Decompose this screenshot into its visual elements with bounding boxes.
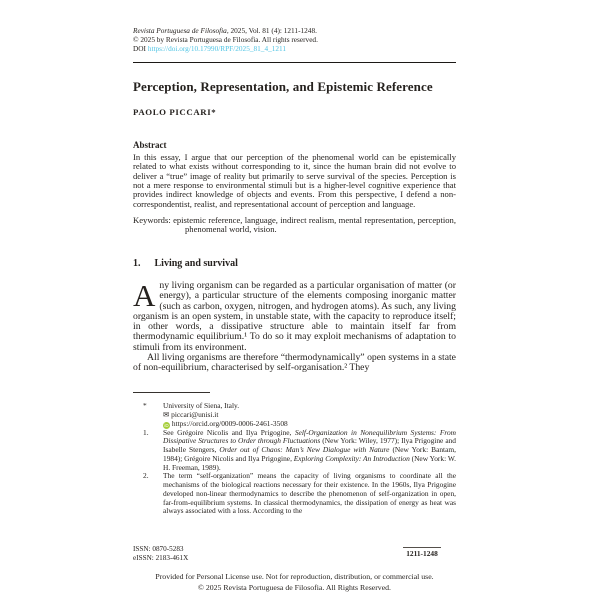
footnote-1-seg3: (New York: Wiley, 1977); Ilya Prigogine and Isabelle Stengers, (163, 436, 456, 454)
footnote-1-seg1: See Grégoire Nicolis and Ilya Prigogine, (163, 427, 295, 437)
keywords-label: Keywords: (133, 215, 171, 225)
footnote-2-number: 2. (143, 471, 149, 481)
orcid-icon: iD (164, 422, 169, 428)
footnote-1-title2: Order out of Chaos: Man’s New Dialogue with Nature (219, 445, 390, 454)
section-heading (133, 258, 456, 269)
footnote-1-text (163, 429, 456, 473)
author-name: PAOLO PICCARI* (133, 107, 217, 117)
page-range-number: 1211-1248 (406, 549, 438, 558)
affiliation-content (163, 402, 456, 429)
journal-name: Revista Portuguesa de Filosofia, (133, 26, 229, 35)
body-paragraph-2: All living organisms are therefore “thermodynamically” open systems in a state of non-equilibrium, characterised by self-organisation.² They (133, 351, 456, 373)
license-note (133, 571, 456, 593)
doi-line (133, 44, 456, 53)
email-link[interactable]: piccari@unisi.it (171, 409, 219, 419)
footnote-1-seg7: (New York: W. H. Freeman, 1989). (163, 453, 456, 472)
footnotes-block (133, 402, 456, 516)
abstract-heading: Abstract (133, 140, 167, 150)
footnote-1 (133, 429, 456, 473)
footnote-divider (133, 392, 210, 393)
section-number: 1. (133, 258, 141, 269)
email-icon: ✉ (163, 409, 170, 419)
footnote-1-title1: Self-Organization in Nonequilibrium Systems: From Dissipative Structures to Order through Fluctuations (163, 427, 456, 446)
footnote-2-text: The term “self-organization” means the capacity of living organisms to coordinate all the mechanisms of the biological reactions necessary for their existence. In the 1960s, Ilya Prigogine developed non-linear thermodynamics to describe the phenomenon of self-organization in open, far-from-equilibrium systems. In classical thermodynamics, the dissipation of energy as heat was always associated with a loss. According to the (163, 471, 456, 516)
abstract-text: In this essay, I argue that our perception of the phenomenal world can be epistemically related to what exists without corresponding to it, since the human brain did not evolve to deliver a “true” image of reality but primarily to serve survival of the species. Perception is not a mere response to environmental stimuli but is a higher-level cognitive experience that provides indirect knowledge of objects and events. From this perspective, I defend a non-correspondentist, realist, and representational account of perception and language. (133, 152, 456, 209)
header-divider (133, 62, 456, 63)
body-paragraph-1 (133, 278, 456, 353)
affiliation-text: University of Siena, Italy. (163, 401, 240, 410)
copyright-line: © 2025 by Revista Portuguesa de Filosofia. All rights reserved. (133, 35, 318, 44)
keywords-text: epistemic reference, language, indirect realism, mental representation, perception, phenomenal world, vision. (173, 215, 456, 235)
orcid-link[interactable]: https://orcid.org/0009-0006-2461-3508 (171, 418, 288, 428)
footnote-2 (133, 472, 456, 516)
page-range-block (392, 547, 452, 558)
footnote-1-title3: Exploring Complexity: An Introduction (293, 453, 410, 463)
affiliation-marker: * (143, 401, 147, 410)
keywords-block (133, 216, 456, 235)
license-line-2: © 2025 Revista Portuguesa de Filosofia. All Rights Reserved. (197, 583, 392, 592)
footnote-1-seg5: (New York: Bantam, 1984); Grégoire Nicolis and Ilya Prigogine, (163, 445, 456, 463)
journal-citation-line (133, 26, 456, 35)
journal-volume-info: 2025, Vol. 81 (4): 1211-1248. (230, 26, 317, 35)
article-body (133, 278, 456, 373)
doi-label: DOI (133, 44, 146, 53)
section-title: Living and survival (154, 258, 238, 269)
paper-title: Perception, Representation, and Epistemic Reference (133, 79, 433, 94)
doi-link[interactable]: https://doi.org/10.17990/RPF/2025_81_4_1211 (147, 44, 287, 53)
page-range-rule (403, 547, 441, 548)
issn: ISSN: 0870-5283 (133, 545, 184, 553)
journal-header (133, 26, 456, 53)
footnote-affiliation (133, 402, 456, 429)
eissn: eISSN: 2183-461X (133, 554, 189, 562)
body-paragraph-1-text: ny living organism can be regarded as a particular organisation of matter (or energy), a particular structure of the elements composing inorganic matter (such as carbon, oxygen, nitrogen, and hydrogen atoms). As such, any living organism is an open system, in unstable state, with the capacity to reproduce itself; in other words, a dissipative structure able to maintain itself far from thermodynamic equilibrium.¹ To do so it may exploit mechanisms of adaptation to stimuli from its environment. (133, 280, 456, 353)
drop-cap: A (133, 278, 156, 313)
license-line-1: Provided for Personal License use. Not for reproduction, distribution, or commercial use. (155, 572, 434, 581)
footnote-1-number: 1. (143, 427, 149, 437)
